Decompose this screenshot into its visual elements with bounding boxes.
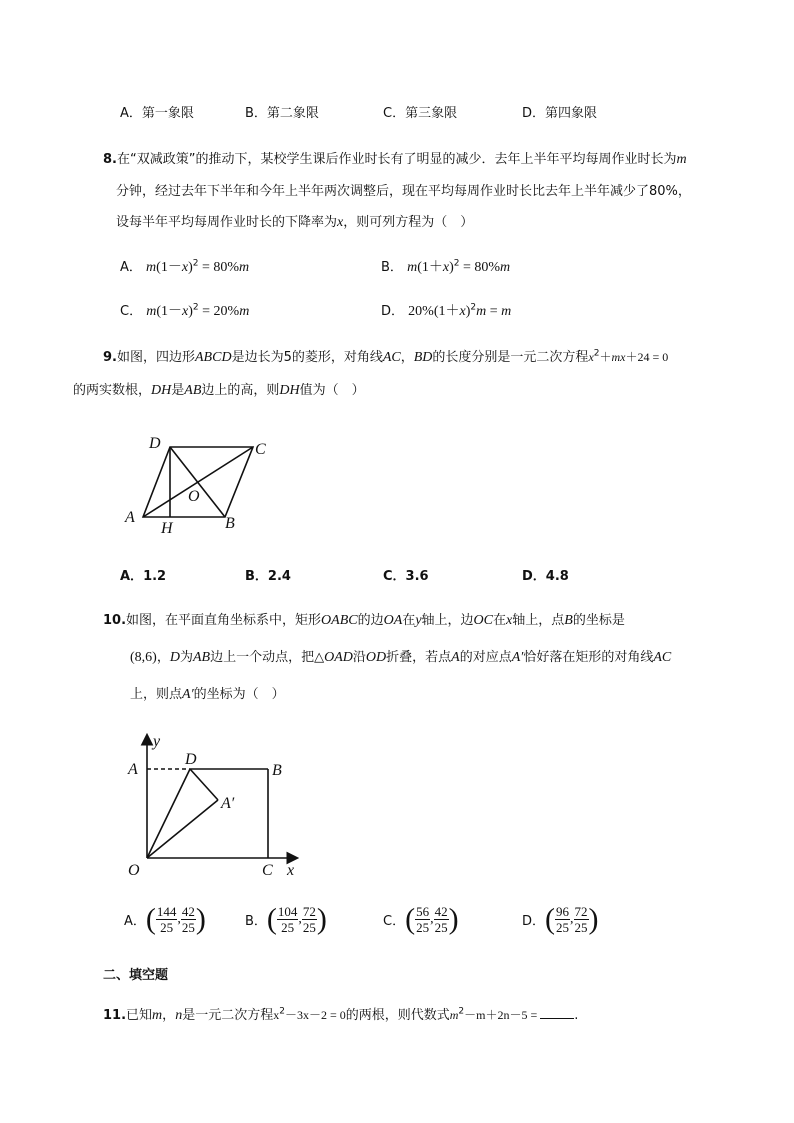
- numerator: 96: [556, 904, 570, 919]
- fraction-y: [181, 904, 196, 935]
- math-var: B: [564, 613, 573, 628]
- q10-text: 为: [179, 650, 193, 665]
- eq-part: = 20%: [198, 304, 240, 319]
- q7-option-a[interactable]: [120, 102, 194, 121]
- eq-var: m: [500, 260, 511, 275]
- q10-line-2: [130, 646, 671, 666]
- option-text: 第三象限: [405, 106, 458, 121]
- fraction-y: [434, 904, 449, 935]
- q10-option-a[interactable]: [124, 904, 206, 935]
- eq-part: ＋: [599, 350, 612, 364]
- eq-exp: 2: [593, 348, 600, 359]
- q10-text: 边上一个动点，把△: [210, 650, 325, 665]
- option-label: C．: [383, 914, 406, 929]
- eq-part: =: [486, 304, 502, 319]
- paren: ): [588, 902, 599, 936]
- label-d: D: [149, 435, 161, 452]
- paren: ): [448, 902, 459, 936]
- math-var: OA: [383, 613, 403, 628]
- option-label: C．: [383, 569, 406, 584]
- option-text: 4.8: [545, 569, 569, 584]
- paren: (: [405, 902, 416, 936]
- fraction-x: [277, 904, 299, 935]
- q9-line-1: [103, 346, 668, 366]
- question-number: 11.: [103, 1008, 127, 1023]
- option-label: D．: [522, 914, 546, 929]
- q10-text: 上，则点: [130, 687, 183, 702]
- numerator: 42: [434, 904, 448, 919]
- option-label: C．: [120, 304, 143, 319]
- eq-part: = 80%: [459, 260, 501, 275]
- option-label: B．: [381, 260, 403, 275]
- q9-option-a[interactable]: [120, 565, 166, 584]
- q7-option-c[interactable]: [383, 102, 457, 121]
- math-var: m: [449, 1008, 459, 1022]
- q9-text: 值为（ ）: [299, 383, 365, 398]
- segment-od: [147, 769, 190, 858]
- eq-var: m: [239, 260, 250, 275]
- eq-part: ＋24 = 0: [625, 350, 669, 364]
- math-var: AC: [382, 350, 401, 365]
- denominator: 25: [434, 920, 448, 935]
- q11-text: .: [574, 1008, 579, 1023]
- question-number: 9.: [103, 350, 117, 365]
- eq-var: m: [146, 260, 157, 275]
- label-a: A: [128, 761, 138, 778]
- numerator: 56: [416, 904, 430, 919]
- option-text: 第四象限: [545, 106, 598, 121]
- q10-text: 如图，在平面直角坐标系中，矩形: [126, 613, 322, 628]
- paren: (: [266, 902, 277, 936]
- eq-part: (1－: [156, 304, 183, 319]
- eq-var: m: [239, 304, 250, 319]
- q11-text: 是一元二次方程: [182, 1008, 274, 1023]
- eq-var: x: [442, 260, 450, 275]
- section-title: [103, 964, 168, 983]
- option-label: A．: [120, 569, 144, 584]
- q9-option-c[interactable]: [383, 565, 429, 584]
- q10-option-d[interactable]: [522, 904, 599, 935]
- label-x: x: [287, 862, 295, 879]
- eq-part: 20%(1＋: [408, 304, 460, 319]
- eq-exp: 2: [458, 1006, 465, 1017]
- q9-text: 是边长为5的菱形，对角线: [231, 350, 383, 365]
- eq-var: m: [501, 304, 512, 319]
- var-x: x: [337, 215, 344, 230]
- option-label: D．: [381, 304, 405, 319]
- q9-text: 边上的高，则: [201, 383, 280, 398]
- question-number: 10.: [103, 613, 127, 628]
- option-label: C．: [383, 106, 406, 121]
- q10-text: 的坐标为（ ）: [193, 687, 285, 702]
- label-a: A: [125, 509, 135, 526]
- fraction-x: [156, 904, 178, 935]
- paren: (: [145, 902, 156, 936]
- q9-option-b[interactable]: [245, 565, 291, 584]
- eq-exp: 2: [192, 302, 199, 313]
- eq-var: m: [476, 304, 487, 319]
- q8-line-3: [116, 211, 473, 231]
- math-var: y: [415, 613, 422, 628]
- q9-option-d[interactable]: [522, 565, 569, 584]
- section-title-text: 二、填空题: [103, 968, 169, 983]
- q9-text: 的长度分别是一元二次方程: [432, 350, 589, 365]
- q9-text: 如图，四边形: [116, 350, 195, 365]
- option-label: B．: [245, 569, 268, 584]
- eq-exp: 2: [470, 302, 477, 313]
- label-h: H: [161, 520, 173, 537]
- math-var: DH: [279, 383, 300, 398]
- q9-line-2: [73, 379, 365, 399]
- q11-line: [103, 1004, 578, 1024]
- eq-part: ): [449, 260, 454, 275]
- math-var: AB: [184, 383, 202, 398]
- eq-part: ): [465, 304, 471, 319]
- eq-part: = 80%: [198, 260, 240, 275]
- eq-exp: 2: [279, 1006, 285, 1017]
- math-var: AB: [192, 650, 211, 665]
- eq-part: ): [188, 304, 193, 319]
- q10-text: 沿: [352, 650, 366, 665]
- paren: ): [195, 902, 206, 936]
- var-m: m: [676, 152, 687, 167]
- eq-var: x: [181, 260, 189, 275]
- option-text: 第一象限: [141, 106, 194, 121]
- q9-text: ，: [400, 350, 414, 365]
- q9-rhombus-figure: [115, 428, 285, 538]
- eq-part: －3x－2 = 0: [284, 1008, 346, 1022]
- math-var: AC: [653, 650, 672, 665]
- label-y: y: [153, 733, 161, 750]
- label-c: C: [262, 862, 273, 879]
- eq-part: －m＋2n－5 =: [464, 1008, 541, 1022]
- numerator: 72: [574, 904, 588, 919]
- q10-text: 恰好落在矩形的对角线: [523, 650, 654, 665]
- denominator: 25: [281, 920, 295, 935]
- option-label: B．: [245, 914, 267, 929]
- segment-oa-prime: [147, 800, 218, 858]
- label-o: O: [128, 862, 140, 879]
- math-var: DH: [151, 383, 172, 398]
- eq-part: x: [273, 1008, 280, 1022]
- label-d: D: [185, 751, 197, 768]
- q11-text: 的两根，则代数式: [345, 1008, 450, 1023]
- comma: ,: [430, 911, 434, 927]
- q10-coordinate-figure: [120, 728, 320, 888]
- fraction-y: [302, 904, 317, 935]
- q10-text: 轴上，边: [421, 613, 474, 628]
- eq-exp: 2: [192, 258, 199, 269]
- math-var: mx: [611, 350, 626, 364]
- option-label: B．: [245, 106, 267, 121]
- q10-text: 的边: [357, 613, 384, 628]
- eq-part: (1＋: [417, 260, 443, 275]
- denominator: 25: [556, 920, 570, 935]
- eq-part: (1－: [156, 260, 182, 275]
- eq-var: m: [407, 260, 418, 275]
- q8-option-d[interactable]: [381, 300, 511, 320]
- numerator: 144: [156, 904, 177, 919]
- coordinate: (8,6): [130, 650, 157, 665]
- fraction-y: [574, 904, 589, 935]
- option-text: 1.2: [143, 569, 167, 584]
- math-var: n: [175, 1008, 183, 1023]
- comma: ,: [298, 911, 302, 927]
- q11-text: ，: [162, 1008, 176, 1023]
- denominator: 25: [302, 920, 316, 935]
- label-b: B: [225, 515, 235, 532]
- math-var: OABC: [321, 613, 358, 628]
- denominator: 25: [574, 920, 588, 935]
- paren: (: [545, 902, 556, 936]
- label-a-prime: A′: [221, 795, 235, 812]
- q10-text: 在: [493, 613, 507, 628]
- diagonal-bd: [170, 447, 225, 517]
- option-label: A．: [120, 106, 142, 121]
- q7-option-b[interactable]: [245, 102, 319, 121]
- q9-text: 是: [171, 383, 185, 398]
- eq-var: x: [459, 304, 466, 319]
- denominator: 25: [160, 920, 174, 935]
- question-number: 8.: [103, 152, 117, 167]
- q9-text: 的两实数根，: [73, 383, 152, 398]
- q8-text: 设每半年平均每周作业时长的下降率为: [116, 215, 338, 230]
- numerator: 42: [181, 904, 195, 919]
- label-b: B: [272, 762, 282, 779]
- label-o: O: [188, 488, 200, 505]
- option-text: 3.6: [405, 569, 429, 584]
- answer-blank[interactable]: [540, 1006, 574, 1019]
- comma: ,: [177, 911, 181, 927]
- denominator: 25: [416, 920, 430, 935]
- label-c: C: [255, 441, 266, 458]
- q8-option-c[interactable]: [120, 300, 249, 320]
- q11-text: 已知: [126, 1008, 153, 1023]
- comma: ,: [570, 911, 574, 927]
- q10-option-b[interactable]: [245, 904, 327, 935]
- math-var: ABCD: [195, 350, 232, 365]
- q10-text: 在: [402, 613, 416, 628]
- eq-var: m: [146, 304, 157, 319]
- q8-text: ，则可列方程为（ ）: [343, 215, 474, 230]
- eq-part: ): [188, 260, 193, 275]
- numerator: 104: [277, 904, 298, 919]
- q8-option-b[interactable]: [381, 256, 510, 276]
- option-label: A．: [124, 914, 146, 929]
- q10-text: 折叠，若点: [386, 650, 452, 665]
- math-var: A′: [182, 687, 194, 702]
- q10-line-1: [103, 609, 625, 629]
- math-var: x: [506, 613, 513, 628]
- q8-option-a[interactable]: [120, 256, 249, 276]
- math-var: A′: [511, 650, 524, 665]
- fraction-x: [415, 904, 430, 935]
- q10-text: 的坐标是: [572, 613, 625, 628]
- math-var: BD: [413, 350, 433, 365]
- q8-text: 在“双减政策”的推动下，某校学生课后作业时长有了明显的减少．去年上半年平均每周作业时长为: [116, 152, 677, 167]
- option-text: 2.4: [267, 569, 291, 584]
- q10-text: 轴上，点: [512, 613, 565, 628]
- q10-text: ，: [156, 650, 170, 665]
- math-var: A: [451, 650, 460, 665]
- q7-option-d[interactable]: [522, 102, 597, 121]
- fraction-x: [555, 904, 570, 935]
- eq-exp: 2: [453, 258, 460, 269]
- denominator: 25: [181, 920, 195, 935]
- math-var: OC: [473, 613, 493, 628]
- q8-line-2: [116, 180, 691, 199]
- option-text: 第二象限: [266, 106, 319, 121]
- segment-da-prime: [190, 769, 218, 800]
- q8-line-1: [103, 148, 687, 168]
- math-var: D: [169, 650, 180, 665]
- numerator: 72: [302, 904, 316, 919]
- math-var: x: [588, 350, 594, 364]
- q10-text: 的对应点: [459, 650, 512, 665]
- q10-option-c[interactable]: [383, 904, 459, 935]
- q8-text: 分钟，经过去年下半年和今年上半年两次调整后，现在平均每周作业时长比去年上半年减少了80%，: [116, 184, 691, 199]
- math-var: m: [152, 1008, 163, 1023]
- math-var: OD: [365, 650, 387, 665]
- eq-var: x: [182, 304, 189, 319]
- option-label: D．: [522, 106, 546, 121]
- option-label: D．: [522, 569, 546, 584]
- option-label: A．: [120, 260, 142, 275]
- paren: ): [316, 902, 327, 936]
- q10-line-3: [130, 683, 285, 703]
- math-var: OAD: [324, 650, 353, 665]
